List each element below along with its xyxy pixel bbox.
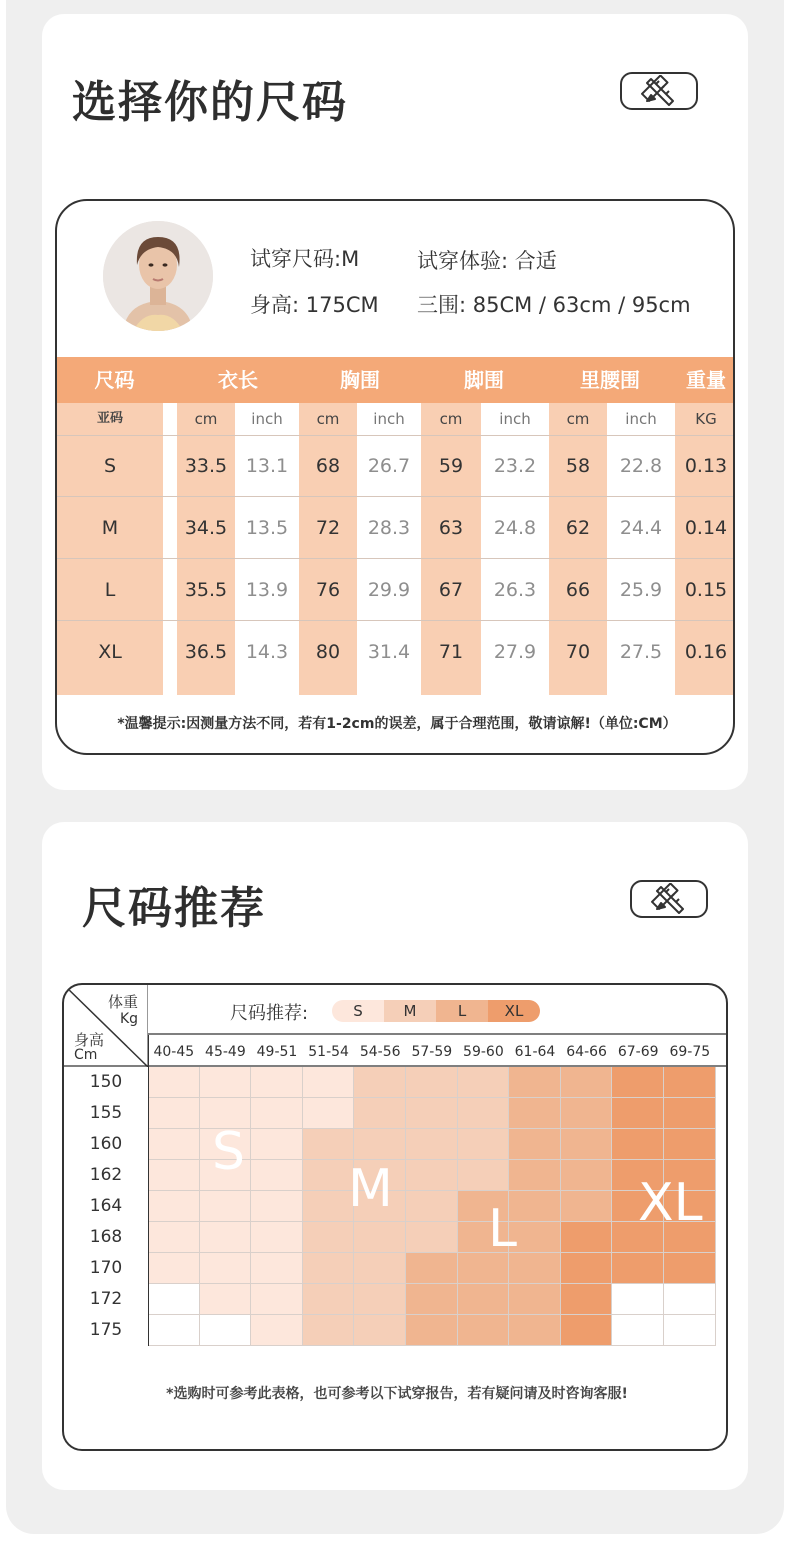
grid-cell: [509, 1284, 561, 1315]
legend-l: L: [436, 1000, 488, 1022]
subheader-cell: inch: [373, 410, 405, 428]
grid-cell: [354, 1129, 406, 1160]
subheader-cell: cm: [439, 410, 463, 428]
subheader-cell: KG: [695, 410, 717, 428]
grid-cell: [406, 1253, 458, 1284]
grid-cell: [561, 1222, 613, 1253]
model-avatar: [103, 221, 213, 331]
region-label-m: M: [348, 1159, 393, 1219]
grid-cell: [354, 1222, 406, 1253]
table-cell: 0.14: [684, 517, 728, 539]
grid-cell: [664, 1284, 716, 1315]
grid-cell: [148, 1315, 200, 1346]
size-legend: [332, 1000, 540, 1022]
weight-range-label: 61-64: [514, 1044, 556, 1060]
height-label: 175: [89, 1320, 123, 1340]
header-length: 衣长: [218, 368, 258, 392]
weight-range-label: 59-60: [463, 1044, 504, 1060]
grid-cell: [458, 1315, 510, 1346]
table-cell: 63: [438, 517, 464, 539]
table-cell: 66: [565, 579, 591, 601]
grid-cell: [664, 1315, 716, 1346]
weight-range-label: 49-51: [256, 1044, 298, 1060]
corner-height-unit: Cm: [74, 1047, 98, 1063]
grid-cell: [561, 1067, 613, 1098]
table-cell: 59: [438, 455, 464, 477]
grid-cell: [148, 1222, 200, 1253]
height-label: 150: [89, 1072, 123, 1092]
model-measurements: 三围: 85CM / 63cm / 95cm: [417, 293, 691, 317]
subheader-cell: cm: [316, 410, 340, 428]
size-cell: M: [101, 517, 119, 539]
grid-cell: [200, 1222, 252, 1253]
legend-m: M: [384, 1000, 436, 1022]
grid-cell: [561, 1160, 613, 1191]
grid-cell: [251, 1160, 303, 1191]
table-cell: 31.4: [367, 641, 411, 663]
header-chest: 胸围: [340, 368, 380, 392]
height-label: 170: [89, 1258, 123, 1278]
legend-s: S: [332, 1000, 384, 1022]
grid-cell: [612, 1284, 664, 1315]
grid-cell: [509, 1129, 561, 1160]
grid-cell: [612, 1253, 664, 1284]
grid-cell: [509, 1067, 561, 1098]
size-cell: L: [104, 579, 116, 601]
table-cell: 25.9: [619, 579, 663, 601]
region-label-xl: XL: [638, 1173, 703, 1233]
table-cell: 29.9: [367, 579, 411, 601]
grid-cell: [561, 1253, 613, 1284]
table-cell: 27.9: [493, 641, 537, 663]
grid-cell: [561, 1191, 613, 1222]
legend-xl: XL: [488, 1000, 540, 1022]
height-label: 172: [89, 1289, 123, 1309]
table-cell: 14.3: [245, 641, 289, 663]
table-cell: 13.1: [245, 455, 289, 477]
grid-cell: [148, 1253, 200, 1284]
corner-weight-label: 体重: [108, 993, 139, 1011]
table-cell: 22.8: [619, 455, 663, 477]
table-cell: 68: [315, 455, 341, 477]
grid-cell: [251, 1098, 303, 1129]
trial-experience: 试穿体验: 合适: [417, 249, 557, 273]
measurement-note: *温馨提示:因测量方法不同，若有1-2cm的误差，属于合理范围，敬请谅解!（单位:CM）: [117, 716, 677, 732]
table-cell: 0.13: [684, 455, 728, 477]
grid-cell: [458, 1129, 510, 1160]
grid-cell: [354, 1315, 406, 1346]
grid-cell: [612, 1067, 664, 1098]
grid-cell: [303, 1284, 355, 1315]
subheader-cell: cm: [194, 410, 218, 428]
size-cell: S: [103, 455, 117, 477]
grid-cell: [354, 1284, 406, 1315]
grid-cell: [303, 1222, 355, 1253]
table-cell: 26.7: [367, 455, 411, 477]
grid-cell: [303, 1067, 355, 1098]
section-title: 尺码推荐: [82, 883, 266, 934]
table-cell: 26.3: [493, 579, 537, 601]
table-cell: 72: [315, 517, 341, 539]
ruler-pencil-icon: [620, 72, 698, 110]
weight-range-label: 67-69: [617, 1044, 659, 1060]
grid-cell: [561, 1129, 613, 1160]
grid-cell: [303, 1315, 355, 1346]
grid-cell: [406, 1315, 458, 1346]
weight-range-label: 51-54: [308, 1044, 349, 1060]
header-weight: 重量: [686, 368, 726, 392]
grid-cell: [406, 1160, 458, 1191]
subheader-cell: inch: [251, 410, 283, 428]
grid-cell: [251, 1129, 303, 1160]
grid-cell: [251, 1315, 303, 1346]
grid-cell: [303, 1098, 355, 1129]
table-cell: 70: [565, 641, 591, 663]
ruler-pencil-icon: [630, 880, 708, 918]
grid-cell: [354, 1253, 406, 1284]
grid-cell: [406, 1098, 458, 1129]
table-cell: 35.5: [184, 579, 228, 601]
table-cell: 67: [438, 579, 464, 601]
table-cell: 58: [565, 455, 591, 477]
grid-cell: [200, 1253, 252, 1284]
grid-cell: [354, 1098, 406, 1129]
grid-cell: [664, 1129, 716, 1160]
table-cell: 13.5: [245, 517, 289, 539]
grid-cell: [612, 1098, 664, 1129]
corner-weight-unit: Kg: [120, 1011, 139, 1027]
height-label: 168: [89, 1227, 123, 1247]
table-cell: 27.5: [619, 641, 663, 663]
table-cell: 71: [438, 641, 464, 663]
trial-size: 试穿尺码:M: [250, 247, 360, 271]
table-cell: 13.9: [245, 579, 289, 601]
weight-range-label: 69-75: [669, 1044, 711, 1060]
grid-cell: [251, 1253, 303, 1284]
grid-cell: [406, 1129, 458, 1160]
weight-range-label: 54-56: [359, 1044, 401, 1060]
grid-cell: [612, 1315, 664, 1346]
subheader-cell: inch: [499, 410, 531, 428]
grid-cell: [406, 1284, 458, 1315]
grid-cell: [458, 1067, 510, 1098]
grid-cell: [303, 1160, 355, 1191]
weight-range-label: 40-45: [153, 1044, 195, 1060]
grid-cell: [406, 1067, 458, 1098]
grid-cell: [303, 1129, 355, 1160]
grid-cell: [200, 1315, 252, 1346]
grid-cell: [664, 1067, 716, 1098]
region-label-s: S: [212, 1122, 246, 1182]
grid-cell: [561, 1284, 613, 1315]
subheader-cell: inch: [625, 410, 657, 428]
subheader-cell: 亚码: [96, 411, 123, 426]
grid-cell: [406, 1222, 458, 1253]
grid-cell: [509, 1315, 561, 1346]
grid-cell: [458, 1160, 510, 1191]
grid-cell: [664, 1253, 716, 1284]
table-cell: 36.5: [184, 641, 228, 663]
size-selection-card: [42, 14, 748, 790]
table-header-row: [57, 357, 735, 403]
grid-cell: [561, 1098, 613, 1129]
subheader-cell: cm: [566, 410, 590, 428]
grid-cell: [458, 1098, 510, 1129]
grid-cell: [251, 1222, 303, 1253]
weight-range-label: 64-66: [566, 1044, 607, 1060]
grid-cell: [148, 1098, 200, 1129]
header-waist: 里腰围: [580, 368, 640, 392]
recommendation-grid-box: [62, 983, 728, 1451]
size-recommendation-card: [42, 822, 748, 1490]
grid-cell: [148, 1191, 200, 1222]
table-cell: 24.8: [493, 517, 537, 539]
size-cell: XL: [98, 641, 122, 663]
grid-cell: [303, 1191, 355, 1222]
height-label: 164: [89, 1196, 123, 1216]
grid-cell: [200, 1191, 252, 1222]
grid-cell: [664, 1098, 716, 1129]
size-chart-box: [55, 199, 735, 755]
legend-label: 尺码推荐:: [230, 1003, 309, 1024]
grid-cell: [612, 1129, 664, 1160]
grid-cell: [251, 1067, 303, 1098]
height-label: 155: [89, 1103, 123, 1123]
table-cell: 76: [315, 579, 341, 601]
table-cell: 23.2: [493, 455, 537, 477]
corner-height-label: 身高: [74, 1031, 105, 1049]
grid-cell: [251, 1191, 303, 1222]
height-label: 162: [89, 1165, 123, 1185]
section-title: 选择你的尺码: [72, 77, 348, 128]
table-cell: 0.15: [684, 579, 728, 601]
grid-cell: [458, 1284, 510, 1315]
grid-cell: [509, 1160, 561, 1191]
grid-cell: [406, 1191, 458, 1222]
table-cell: 24.4: [619, 517, 663, 539]
table-cell: 80: [315, 641, 341, 663]
grid-cell: [148, 1160, 200, 1191]
height-label: 160: [89, 1134, 123, 1154]
recommendation-note: *选购时可参考此表格，也可参考以下试穿报告，若有疑问请及时咨询客服!: [166, 1386, 628, 1402]
grid-cell: [148, 1284, 200, 1315]
weight-range-label: 45-49: [205, 1044, 246, 1060]
table-cell: 33.5: [184, 455, 228, 477]
weight-range-label: 57-59: [411, 1044, 453, 1060]
grid-cell: [251, 1284, 303, 1315]
grid-cell: [200, 1067, 252, 1098]
table-cell: 28.3: [367, 517, 411, 539]
model-height: 身高: 175CM: [250, 293, 379, 317]
grid-cell: [148, 1067, 200, 1098]
header-size: 尺码: [94, 368, 135, 392]
table-cell: 62: [565, 517, 591, 539]
header-foot: 脚围: [464, 368, 504, 392]
table-cell: 0.16: [684, 641, 728, 663]
table-cell: 34.5: [184, 517, 228, 539]
grid-cell: [509, 1098, 561, 1129]
grid-cell: [148, 1129, 200, 1160]
grid-cell: [200, 1284, 252, 1315]
grid-cell: [561, 1315, 613, 1346]
grid-cell: [354, 1067, 406, 1098]
grid-cell: [303, 1253, 355, 1284]
region-label-l: L: [488, 1199, 517, 1259]
